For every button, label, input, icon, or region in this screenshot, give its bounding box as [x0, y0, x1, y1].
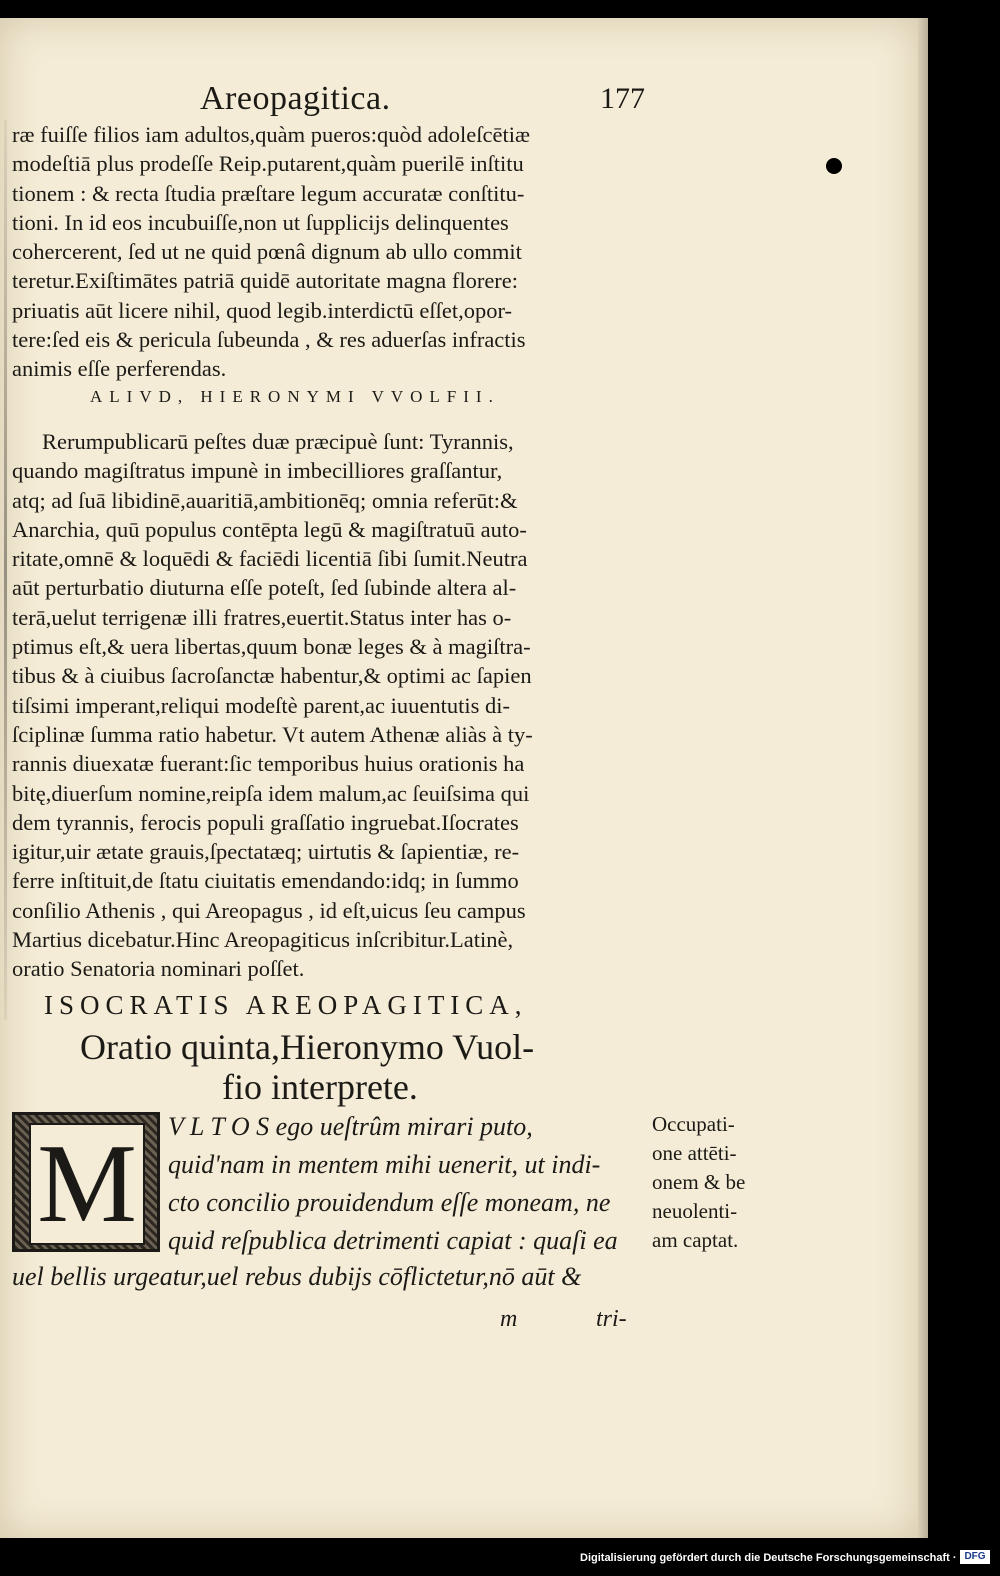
- text-line: tiſsimi imperant,reliqui modeſtè parent,ac iuuentutis di-: [12, 692, 510, 718]
- text-line: teretur.Exiſtimātes patriā quidē autoritate magna florere:: [12, 268, 519, 294]
- scan-background: [928, 18, 990, 1538]
- oration-title-line3: fio interprete.: [222, 1067, 418, 1107]
- catchword-left: m: [500, 1306, 518, 1332]
- text-line: ritate,omnē & loquēdi & faciēdi licentiā ſibi ſumit.Neutra: [12, 546, 528, 572]
- text-line: animis eſſe perferendas.: [12, 356, 227, 382]
- text-line: tibus & à ciuibus ſacroſanctæ habentur,& optimi ac ſapien: [12, 663, 532, 689]
- text-line: modeſtiā plus prodeſſe Reip.putarent,quàm puerilē inſtitu: [12, 151, 524, 177]
- text-line: rannis diuexatæ fuerant:ſic temporibus huius orationis ha: [12, 751, 525, 777]
- text-line: conſilio Athenis , qui Areopagus , id eſt,uicus ſeu campus: [12, 897, 526, 923]
- oration-text: [168, 1108, 648, 1260]
- text-line: cohercerent, ſed ut ne quid pœnâ dignum ab ullo commit: [12, 239, 522, 265]
- text-line: tere:ſed eis & pericula ſubeunda , & res aduerſas infractis: [12, 327, 526, 353]
- digitization-credit: Digitalisierung gefördert durch die Deutsche Forschungsgemeinschaft ·: [580, 1552, 957, 1564]
- text-line: priuatis aūt licere nihil, quod legib.interdictū eſſet,opor-: [12, 297, 513, 323]
- text-line: dem tyrannis, ferocis populi graſſatio ingruebat.Iſocrates: [12, 809, 519, 835]
- text-line: Martius dicebatur.Hinc Areopagiticus inſcribitur.Latinè,: [12, 927, 514, 953]
- sidenote-line: neuolenti-: [652, 1199, 738, 1223]
- ink-dot: [826, 158, 842, 174]
- body-text-part1: [12, 120, 642, 384]
- text-line: igitur,uir ætate grauis,ſpectatæq; uirtutis & ſapientiæ, re-: [12, 839, 520, 865]
- text-line: terā,uelut terrigenæ illi fratres,euertit.Status inter has o-: [12, 604, 512, 630]
- text-line: ferre inſtituit,de ſtatu ciuitatis emendando:idq; in ſummo: [12, 868, 519, 894]
- italic-line: cto concilio prouidendum eſſe moneam, ne: [168, 1188, 611, 1217]
- section-heading: ALIVD, HIERONYMI VVOLFII.: [90, 387, 500, 406]
- margin-note: [652, 1110, 792, 1255]
- text-line: bitę,diuerſum nomine,reipſa idem malum,ac ſeuiſsima qui: [12, 780, 530, 806]
- gutter-shadow: [4, 120, 7, 1020]
- sidenote-line: am captat.: [652, 1228, 739, 1252]
- running-head: Areopagitica.: [200, 80, 391, 117]
- initial-letter: M: [29, 1123, 145, 1245]
- italic-full-line: uel bellis urgeatur,uel rebus dubijs cōflictetur,nō aūt &: [12, 1262, 582, 1291]
- text-line: oratio Senatoria nominari poſſet.: [12, 956, 305, 982]
- text-line: atq; ad ſuā libidinē,auaritiā,ambitionēq; omnia referūt:&: [12, 487, 518, 513]
- text-line: Rerumpublicarū peſtes duæ præcipuè ſunt: Tyrannis,: [42, 429, 514, 454]
- text-line: tioni. In id eos incubuiſſe,non ut ſupplicijs delinquentes: [12, 209, 509, 235]
- sidenote-line: onem & be: [652, 1170, 746, 1194]
- italic-line: quid reſpublica detrimenti capiat : quaſi ea: [168, 1226, 618, 1255]
- oration-title-line2: Oratio quinta,Hieronymo Vuol-: [80, 1027, 535, 1067]
- text-line: ræ fuiſſe filios iam adultos,quàm pueros:quòd adoleſcētiæ: [12, 122, 531, 147]
- page-number: 177: [600, 82, 645, 115]
- sidenote-line: Occupati-: [652, 1112, 735, 1136]
- catchword-right: tri-: [596, 1306, 627, 1332]
- italic-line: V L T O S ego ueſtrûm mirari puto,: [168, 1112, 533, 1141]
- sidenote-line: one attēti-: [652, 1141, 737, 1165]
- text-line: ſciplinæ ſumma ratio habetur. Vt autem Athenæ aliàs à ty-: [12, 721, 533, 747]
- page-edge: [918, 18, 928, 1538]
- text-line: quando magiſtratus impunè in imbecilliores graſſantur,: [12, 458, 503, 484]
- body-text-part2: [12, 427, 642, 984]
- oration-title-caps: ISOCRATIS AREOPAGITICA,: [44, 990, 528, 1020]
- dfg-logo: DFG: [960, 1550, 990, 1564]
- text-line: tionem : & recta ſtudia præſtare legum accuratæ conſtitu-: [12, 180, 525, 206]
- decorated-initial: [12, 1112, 160, 1252]
- italic-line: quid'nam in mentem mihi uenerit, ut indi-: [168, 1150, 601, 1179]
- text-line: Anarchia, quū populus contēpta legū & magiſtratuū auto-: [12, 516, 527, 542]
- text-line: aūt perturbatio diuturna eſſe poteſt, ſed ſubinde altera al-: [12, 575, 517, 601]
- text-line: ptimus eſt,& uera libertas,quum bonæ leges & à magiſtra-: [12, 634, 531, 660]
